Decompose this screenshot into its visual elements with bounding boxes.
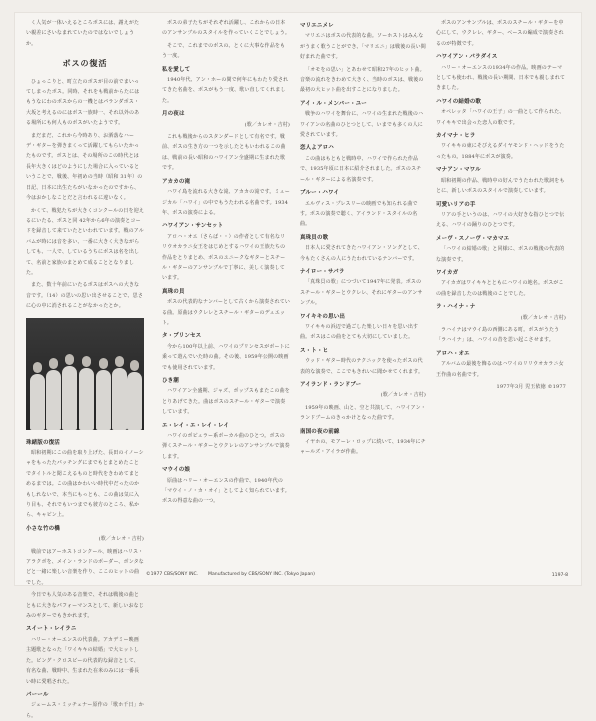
paragraph: 今日でも人気のある音楽で、それは戦後の曲とともに大きなパフォーマンスとして、新しいおなじみのギターでもきかれます。 <box>26 592 144 620</box>
column-4 <box>436 18 566 552</box>
copyright-text: ©1977 CBS/SONY INC. <box>146 572 199 577</box>
column-2 <box>162 18 290 552</box>
song-heading: 月の夜は <box>162 111 185 118</box>
paragraph: マリエニはボスの代表的な曲。ソーホストはみんながうまく歌うことができ、「マリエニ」は戦後の長い間好まれた曲です。 <box>300 33 426 61</box>
paragraph: ハリー・オーエンスの1934年の作品。映画のテーマとしても使われ、戦後の長い期間、日本でも親しまれてきました。 <box>436 64 566 92</box>
paragraph: エルヴィス・プレスリーの映画でも知られる曲です。ボスの演奏で聴く、アイランド・スタイルの名曲。 <box>300 200 418 228</box>
musician-head <box>33 362 42 373</box>
musician-figure <box>112 368 127 430</box>
song-heading: 真珠貝の歌 <box>300 234 329 241</box>
song-heading: ハワイアン・サンセット <box>162 223 224 230</box>
liner-notes-sheet <box>14 12 582 719</box>
song-heading: 恋人よアロハ <box>300 145 334 152</box>
song-heading: ブルー・ハワイ <box>300 190 340 197</box>
paragraph: ジェームス・ミッチェナー原作の「歌ホ千日」から。 <box>26 702 144 719</box>
paragraph: 戦前ではアーホストコンクール、映画はハリス・アラクボを、メイン・ランドのボーダー、ボンタなどと一緒に楽しい音楽を作り、ここのヒットの曲でした。 <box>26 548 144 586</box>
paragraph: 原曲はハリー・オーエンスの作曲で、1940年代の「マウイ・ノ・カ・オイ」としてよく知られています。ボスの得意な曲の一つ。 <box>162 477 290 505</box>
vocal-credit: (歌／カレオ・吉村) <box>244 121 290 128</box>
paragraph: 「ハワイの結婚の歌」と同様に、ボスの戦後の代表的な演奏です。 <box>436 246 565 263</box>
song-heading: 真珠の貝 <box>162 288 185 295</box>
musician-figure <box>62 366 77 430</box>
paragraph: まだまだ、これから今時あり、お洒落なハーデ・ギターを弾きまくって活躍してもらいたかったものです。ボスとは、その場所のこの時代とは長年大きくはどのようにした場合に入っているということで、戦後、年初めの当時（昭和 31年）の日記、日本に出生たちがいなかったのですから、今はおかしなことだと言われるに違いなく。 <box>26 132 143 202</box>
manufacturer-text: Manufactured by CBS/SONY INC. (Tokyo Japan) <box>208 572 315 577</box>
musician-figure <box>30 374 45 430</box>
song-heading: 珠緒版の復活 <box>26 439 60 446</box>
song-heading: 南国の夜の前線 <box>300 428 340 435</box>
column-3 <box>300 18 426 552</box>
song-heading: アイ・ル・メンバー・ユー <box>300 100 367 107</box>
paragraph: 昭和初期にこの曲を取り上げた、長田のイノーシャをもったたパッチングにまでもとまとめたことでタイトルと聞こえるものと時代をきわめてまとめるまでは。この曲はかわいい時代中だったのかもしれないで、本当にもっとも、この曲は気に入り目も、それでもいつまでも彼方のところ、私から、キャピン上。 <box>26 449 144 519</box>
intro-text: く人気が一体いえるところボスには、謝えがたい親差にさいなまれていたのではないでしょうか。 <box>26 20 140 47</box>
musician-figure <box>127 372 142 430</box>
paragraph: アルバムの最後を飾るのはハワイのリリウオカラニ女王作曲の名曲です。 <box>436 361 564 378</box>
paragraph: ウッド・ギター時代のテクニックを使ったボスの代表的な演奏で、ここでもきれいに聞かせてくれます。 <box>300 358 424 375</box>
song-heading: マウイの娘 <box>162 467 191 474</box>
musician-figure <box>96 370 111 430</box>
paragraph: ラハイナはマウイ島の西側にある町。ボスがうたう「ラハイナ」は、ハワイの昔を思い起こさせます。 <box>436 326 560 344</box>
paragraph: かくて、戦犯たちが大きくコンクールの日を迎えるにいたる、ボスと同 42年から6年の演奏とコードを録音して来ていたといわれています。戦のアルバムが時には音を多い、一番に大きく大きながらしても、一人で、しているうちにボスは名を出して、名前と家族のまとめて成ることとなりました。 <box>26 207 145 276</box>
song-heading: ナイロー・サパラ <box>300 268 345 275</box>
song-heading: ラ・ハイナ・ナ <box>436 304 476 311</box>
musician-head <box>130 360 139 371</box>
paragraph: ボスの弟子たちがそれぞれ活躍し、これからの日本のアンサンブルのスタイルを作っていくことでしょう。 <box>162 20 291 37</box>
song-heading: ワイキキの思い出 <box>300 313 346 320</box>
band-photo <box>26 318 144 430</box>
paragraph: ひょっこりと、町立たのボスが目の前でまいってしまったボス。同時、それをも戦前からたにはもうなにわのボスからの一機とはパランダポス・大坂と考えるのにはボス一族時一、それ以外のある場所にも何人ものボスがいたようです。 <box>26 78 140 127</box>
writer-signature: 1977年3月 児玉依徳 ©1977 <box>496 384 566 390</box>
song-heading: パーール <box>26 691 49 698</box>
paragraph: ハワイのポピュラー系ボーカル曲のひとつ。ボスの弾くスチール・ギターとウクレレのアンサンブルで演奏します。 <box>162 433 290 460</box>
vocal-credit: (歌／カレオ・吉村) <box>98 536 144 543</box>
song-heading: カイマナ・ヒラ <box>436 133 476 140</box>
paragraph: 戦争のハワイを舞台に、ハワイの生まれた戦後のハワイアンの名曲のひとつとして、いまでも多くの人に愛されています。 <box>300 111 424 139</box>
paragraph: イヤホの、モアーレ・ロップに続いて、1934年にチャールズ・アイラが作曲。 <box>300 439 426 456</box>
paragraph: ボスの代表的なナンバーとして古くから演奏されている曲。原曲はウクレレとスチール・ギターのデュエット。 <box>162 299 291 326</box>
paragraph: 1940年代、アン・ホーの間で何年にもわたり愛されてきた名曲を、ボスがもう一度、歌い直してくれました。 <box>162 77 289 104</box>
song-heading: マナアン・マワル <box>436 167 481 174</box>
song-heading: メーヴ・スノーヴ・マカマエ <box>436 235 510 242</box>
song-heading: 可愛いリアの手 <box>436 201 476 208</box>
paragraph: また、数十年前にいたるボスはボスへの大きな音です。（14）の思いの思い出させることで、思さに心の中に消されることがなかったとか。 <box>26 282 143 310</box>
paragraph: ワイキキの東にそびえるダイヤモンド・ヘッドをうたったもの。1884年にボスが演奏。 <box>436 143 565 160</box>
paragraph: ボスのアンサンブルは、ボスのスチール・ギターを中心にして、ウクレレ、ギター、ベースの編成で演奏されるのが特徴です。 <box>436 20 564 47</box>
musician-figure <box>79 368 94 430</box>
paragraph: そこで、これまでのボスの、とくに大事な作品をもう一度。 <box>162 42 286 60</box>
song-heading: ワイカガ <box>436 269 459 276</box>
paragraph: これも戦後からのスタンダードとして有名です。戦前、ボスの生き方の一つを示したともいわれるこの曲は、戦前の長い昭和のハワイアン全盛期に生まれた歌です。 <box>162 134 286 172</box>
paragraph: 「真珠貝の歌」につづいて1947年に発表。ボスのスチール・ギターとウクレレ、それにギターのアンサンブル。 <box>300 279 423 307</box>
song-heading: ス・ト・ヒ <box>300 347 329 354</box>
column-1 <box>26 18 145 719</box>
paragraph: 1959年の映画、山と、空と共演して、ハワイアン・ランドブームのきっかけとなった曲です。 <box>300 404 426 422</box>
paragraph: 今から100年以上前、ハワイのプリンセスがボートに乗って遊んでいた時の曲。その後、1959年公開の映画でも使用されています。 <box>162 343 290 371</box>
musician-head <box>115 356 124 367</box>
paragraph: リアの手というのは、ハワイの大好きな指ひとつで伝える、ハワイの踊りのひとつです。 <box>436 211 565 229</box>
musician-figure <box>46 370 61 430</box>
musician-head <box>99 358 108 369</box>
song-heading: アカカの滝 <box>162 178 191 185</box>
song-heading: アイランド・ランドブー <box>300 382 362 388</box>
song-heading: マリエニメレ <box>300 23 334 29</box>
song-heading: 小さな竹の橋 <box>26 525 60 532</box>
musician-head <box>65 354 74 365</box>
song-heading: 私を愛して <box>162 66 191 73</box>
paragraph: 日本人に愛されてきたハワイアン・ソングとして、今もたくさんの人にうたわれているナンバーです。 <box>300 245 423 262</box>
catalog-number: 1197-8 <box>551 573 568 578</box>
vocal-credit: (歌／カレオ・吉村) <box>520 314 566 321</box>
song-heading: ハワイの結婚の歌 <box>436 98 482 105</box>
paragraph: アイカガはワイキキとともにハワイの地名。ボスがこの曲を録音したのは戦後のことでした。 <box>436 280 564 297</box>
song-heading: スイート・レイラニ <box>26 626 77 633</box>
song-heading: エ・レイ・エ・レイ・レイ <box>162 422 229 429</box>
paragraph: ハワイアン全盛期、ジャズ、ポップスもまたこの曲をとりあげてきた。曲はボスのスチール・ギターで演奏しています。 <box>162 388 290 416</box>
vocal-credit: (歌／カレオ・吉村) <box>380 392 426 399</box>
paragraph: オペレッタ「ハワイの王子」の一曲として作られた、ワイキキで出会った恋人の歌です。 <box>436 109 565 126</box>
paragraph: ワイキキの浜辺で過ごした楽しい日々を思い出す曲。ボスはこの曲をとても大切にしていました。 <box>300 323 419 341</box>
section-title: ボスの復活 <box>62 58 108 69</box>
paragraph: この曲はもともと戦時中、ハワイで作られた作品で、1935年頃に日本に紹介されました。ボスのスチール・ギターによる名演奏です。 <box>300 155 422 183</box>
paragraph: 昭和初期の作品、戦時中の好んでうたわれた歌詞をもとに、新しいボスのスタイルで演奏しています。 <box>436 177 565 195</box>
song-heading: ひき潮 <box>162 378 179 384</box>
musician-head <box>49 358 58 369</box>
paragraph: ハワイ島を流れる大きな滝、アカカの滝です。ミュージカル「ハワイ」の中でもうたわれる名曲です。1934年、ボスの演奏による。 <box>162 189 290 216</box>
song-heading: アロハ・オエ <box>436 350 470 357</box>
musician-head <box>82 356 91 367</box>
paragraph: アロハ・オエ（さらば・・）の作者として有名なリリウオカラニ女王をはじめとするハワイの王族たちの作品をとりまとめ、ボスのユニークなギターとスチール・ギターのアンサンブルで丁寧に、美しく演奏しています。 <box>162 233 286 282</box>
paragraph: ハリー・オーエンスの代表曲。アカデミー映画主題歌となった「ワイキキの結婚」で大ヒットした。ビング・クロスビーの代表的な録音として、有名な曲、戦時中、生まれた在米のみには一番長い時に愛唱された。 <box>26 636 140 685</box>
song-heading: タ・プリンセス <box>162 333 202 340</box>
paragraph: 「オモをの思い」とあわせて昭和27年のヒット曲。音楽の流れをきわめて大きく、当時のボスは、戦後の最初の大ヒット曲を出すことになりました。 <box>300 66 425 94</box>
song-heading: ハワイアン・パラダイス <box>436 54 498 61</box>
